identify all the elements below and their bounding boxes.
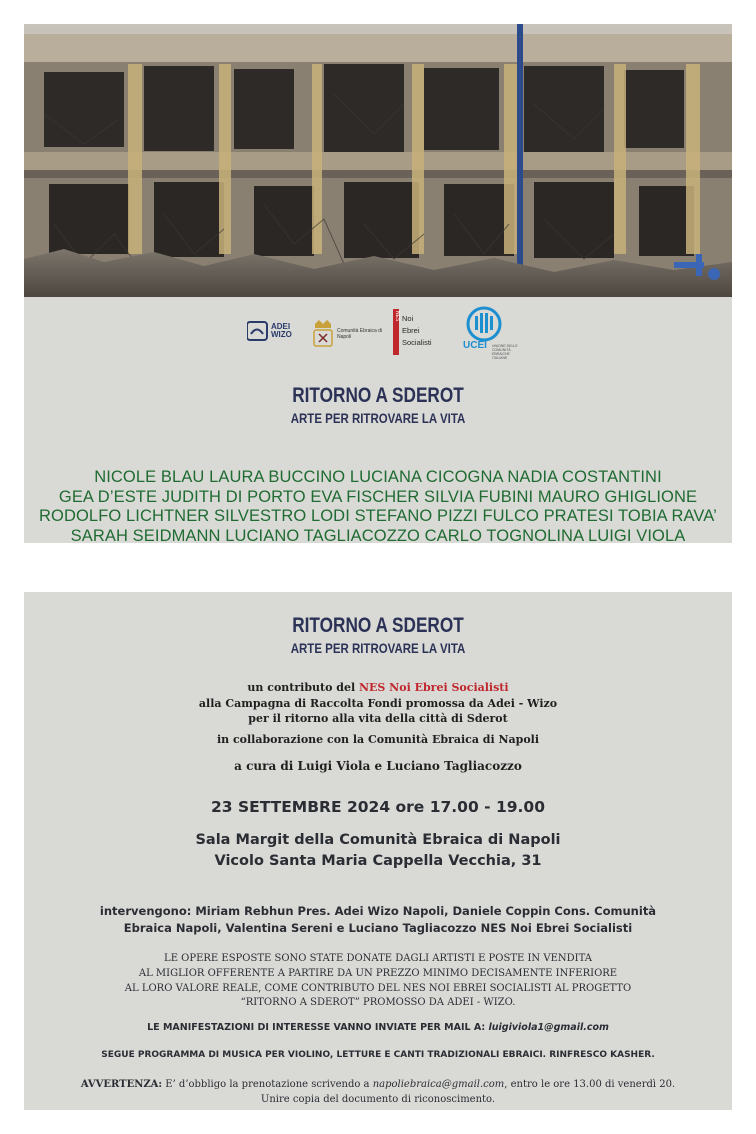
mail-prefix: LE MANIFESTAZIONI DI INTERESSE VANNO INVIATE PER MAIL A: <box>147 1022 489 1033</box>
ucei-text: UCEI <box>463 340 487 351</box>
donation-line-4: “RITORNO A SDEROT” PROMOSSO DA ADEI - WIZO. <box>240 997 516 1008</box>
nes-logo <box>393 309 463 355</box>
donation-line-1: LE OPERE ESPOSTE SONO STATE DONATE DAGLI ARTISTI E POSTE IN VENDITA <box>164 953 592 964</box>
intro-line-collaboration: in collaborazione con la Comunità Ebraica di Napoli <box>216 733 540 746</box>
warning-label: AVVERTENZA: <box>80 1079 163 1090</box>
intro-prefix: un contributo del <box>247 681 359 694</box>
artists-line-4: SARAH SEIDMANN LUCIANO TAGLIACOZZO CARLO TOGNOLINA LUIGI VIOLA <box>70 526 686 545</box>
artists-line-2: GEA D’ESTE JUDITH DI PORTO EVA FISCHER SILVIA FUBINI MAURO GHIGLIONE <box>58 487 698 506</box>
program-line: SEGUE PROGRAMMA DI MUSICA PER VIOLINO, LETTURE E CANTI TRADIZIONALI EBRAICI. RINFRESCO KASHER. <box>101 1050 655 1060</box>
intro-line-contribution <box>24 681 732 694</box>
warning-text-a: E’ d’obbligo la prenotazione scrivendo a <box>162 1079 373 1090</box>
nes-highlight: NES Noi Ebrei Socialisti <box>358 681 509 694</box>
donation-line-3: AL LORO VALORE REALE, COME CONTRIBUTO DEL NES NOI EBREI SOCIALISTI AL PROGETTO <box>124 983 632 994</box>
nes-vertical-text: NES <box>394 311 400 322</box>
poster-panel <box>24 24 732 543</box>
venue-address: Vicolo Santa Maria Cappella Vecchia, 31 <box>214 853 542 869</box>
donation-line-2: AL MIGLIOR OFFERENTE A PARTIRE DA UN PREZZO MINIMO DECISAMENTE INFERIORE <box>138 968 618 979</box>
invitation-title: RITORNO A SDEROT <box>292 614 464 637</box>
nes-word-1: Noi <box>402 314 414 323</box>
mail-address-link[interactable]: luigiviola1@gmail.com <box>488 1022 609 1033</box>
ucei-logo <box>462 306 526 366</box>
mail-instructions <box>24 1022 732 1033</box>
ucei-subtext: UNIONE DELLE COMUNITÀ EBRAICHE ITALIANE <box>492 344 518 360</box>
intro-line-return: per il ritorno alla vita della città di Sderot <box>248 712 508 725</box>
venue-name: Sala Margit della Comunità Ebraica di Napoli <box>195 832 561 848</box>
artists-list <box>24 468 732 546</box>
speakers-line-2: Ebraica Napoli, Valentina Sereni e Luciano Tagliacozzo NES Noi Ebrei Socialisti <box>123 921 633 935</box>
comunita-logo-text: Comunità Ebraica di Napoli <box>337 328 383 340</box>
nes-word-3: Socialisti <box>402 338 432 347</box>
intro-line-campaign: alla Campagna di Raccolta Fondi promossa da Adei - Wizo <box>198 697 558 710</box>
poster-title: RITORNO A SDEROT <box>292 384 464 407</box>
invitation-subtitle: ARTE PER RITROVARE LA VITA <box>290 640 466 656</box>
warning-text-b: , entro le ore 13.00 di venerdì 20. <box>504 1079 676 1090</box>
nes-word-2: Ebrei <box>402 326 420 335</box>
artists-line-1: NICOLE BLAU LAURA BUCCINO LUCIANA CICOGNA NADIA COSTANTINI <box>94 468 662 486</box>
event-date: 23 SETTEMBRE 2024 ore 17.00 - 19.00 <box>211 798 545 816</box>
adei-wizo-logo <box>247 321 299 343</box>
invitation-panel <box>24 592 732 1110</box>
comunita-ebraica-napoli-logo <box>311 320 391 348</box>
speakers-line-1: intervengono: Miriam Rebhun Pres. Adei Wizo Napoli, Daniele Coppin Cons. Comunità <box>99 904 657 918</box>
ruined-building-photo <box>24 24 732 297</box>
warning-email-link[interactable]: napoliebraica@gmail.com <box>372 1079 505 1090</box>
warning-line-1 <box>24 1079 732 1090</box>
warning-line-2: Unire copia del documento di riconoscimento. <box>260 1094 496 1105</box>
poster-subtitle: ARTE PER RITROVARE LA VITA <box>290 410 466 426</box>
adei-wizo-text: ADEI WIZO <box>271 322 292 339</box>
artists-line-3: RODOLFO LICHTNER SILVESTRO LODI STEFANO PIZZI FULCO PRATESI TOBIA RAVA’ <box>39 507 717 525</box>
curated-by: a cura di Luigi Viola e Luciano Tagliacozzo <box>234 759 522 773</box>
